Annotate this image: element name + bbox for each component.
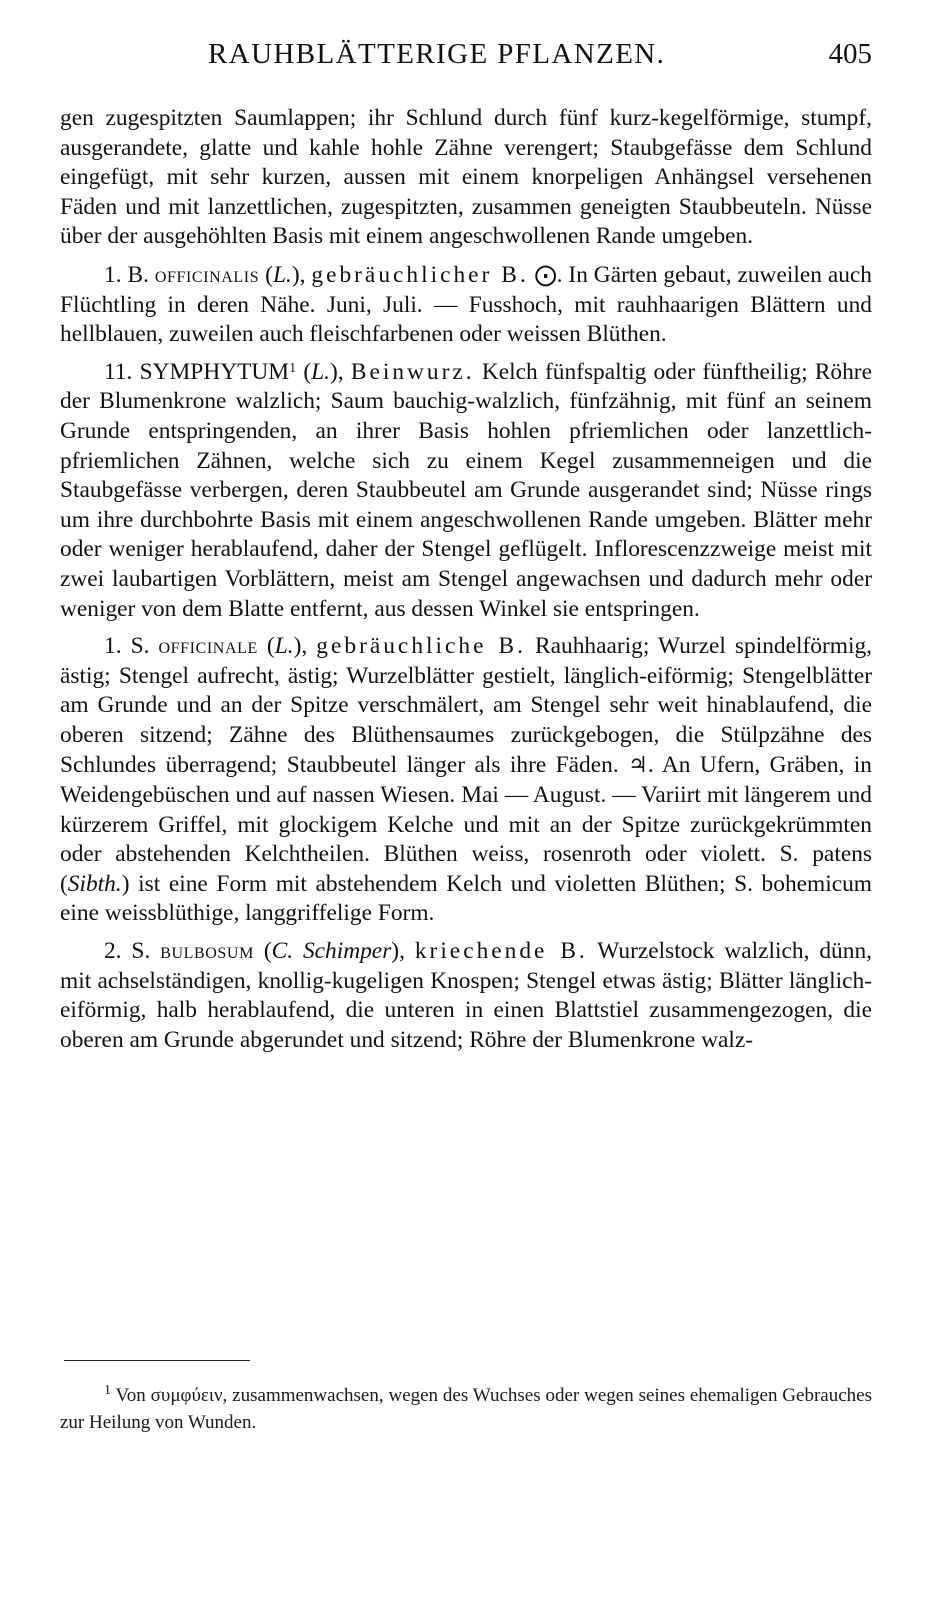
common-name: gebräuchliche B. (316, 633, 526, 660)
species-description: Wurzelstock walzlich, dünn, mit achselständigen, knollig-kugeligen Knospen; Stengel etwas ästig; Blätter länglich-eiförmig, halb herablaufend, die unteren in einen Blattstiel zusammengezogen, die oberen am Grunde abgerundet und sitzend; Röhre der Blumenkrone walz- (60, 938, 872, 1053)
genus-number: 11. (104, 358, 133, 385)
footnote-divider (64, 1360, 250, 1361)
species-entry-symphytum-officinale: 1. S. officinale (L.), gebräuchliche B. Rauhhaarig; Wurzel spindelförmig, ästig; Stengel aufrecht, ästig; Wurzelblätter gestielt, länglich-eiförmig; Stengelblätter am Grunde und an der Spitze verschmälert, am Stengel sehr weit hinablaufend, die oberen sitzend; Zähne des Blüthensaumes zurückgebogen, die Stülpzähne des Schlundes überragend; Staubbeutel länger als ihre Fäden. ♃. An Ufern, Gräben, in Weidengebüschen und auf nassen Wiesen. Mai — August. — Variirt mit längerem und kürzerem Griffel, mit glockigem Kelche und mit an der Spitze zurückgekrümmten oder abstehenden Kelchtheilen. Blüthen weiss, rosenroth oder violett. S. patens (Sibth.) ist eine Form mit abstehendem Kelch und violetten Blüthen; S. bohemicum eine weissblüthige, langgriffelige Form. (60, 633, 873, 927)
page-number: 405 (828, 38, 872, 70)
species-name: officinale (158, 633, 258, 660)
species-description: Rauhhaarig; Wurzel spindelförmig, ästig; Stengel aufrecht, ästig; Wurzelblätter gestielt, länglich-eiförmig; Stengelblätter am Grunde und an der Spitze verschmälert, am Stengel sehr weit hinablaufend, die oberen sitzend; Zähne des Blüthensaumes zurückgebogen, die Stülpzähne des Schlundes überragend; Staubbeutel länger als ihre Fäden. (60, 633, 873, 779)
species-description: . In Gärten gebaut, zuweilen auch Flüchtling in deren Nähe. Juni, Juli. — Fusshoch, mit rauhhaarigen Blättern und hellblauen, zuweilen auch fleischfarbenen oder weissen Blüthen. (60, 261, 872, 348)
running-title: RAUHBLÄTTERIGE PFLANZEN. (208, 38, 666, 70)
species-number: 2. S. (104, 938, 151, 965)
species-number: 1. B. (104, 261, 149, 288)
genus-name: SYMPHYTUM (139, 358, 290, 385)
common-name: Beinwurz. (350, 358, 475, 385)
common-name: gebräuchlicher B. (311, 261, 529, 288)
footnote-reference: 1 (289, 360, 297, 376)
paragraph-continuation: gen zugespitzten Saumlappen; ihr Schlund durch fünf kurz-kegelförmige, stumpf, ausgerandete, glatte und kahle hohle Zähne verengert; Staubgefässe dem Schlund eingefügt, mit sehr kurzen, aussen mit einem knorpeligen Anhängsel versehenen Fäden und mit lanzettlichen, zugespitzten, zusammen geneigten Staubbeuteln. Nüsse über der ausgehöhlten Basis mit einem angeschwollenen Rande umgeben. (60, 105, 872, 250)
author-abbrev: Sibth. (67, 870, 122, 897)
author-abbrev: L. (274, 633, 294, 660)
common-name: kriechende B. (414, 938, 588, 965)
annual-symbol-icon: ⨀ (534, 261, 557, 287)
footnote (60, 1382, 872, 1436)
author-abbrev: L. (311, 358, 330, 385)
author-abbrev: C. Schimper (271, 938, 392, 965)
footnote-mark: 1 (104, 1383, 111, 1398)
species-entry-symphytum-bulbosum: 2. S. bulbosum (C. Schimper), kriechende B. Wurzelstock walzlich, dünn, mit achselständigen, knollig-kugeligen Knospen; Stengel etwas ästig; Blätter länglich-eiförmig, halb herablaufend, die unteren in einen Blattstiel zusammengezogen, die oberen am Grunde abgerundet und sitzend; Röhre der Blumenkrone walz- (60, 938, 872, 1053)
species-name: officinalis (154, 261, 260, 288)
species-number: 1. S. (104, 633, 150, 660)
body-text (60, 104, 872, 1063)
page-header (60, 38, 872, 78)
genus-entry-symphytum: 11. SYMPHYTUM$^1$ (L.), Beinwurz. Kelch fünfspaltig oder fünftheilig; Röhre der Blumenkrone walzlich; Saum bauchig-walzlich, fünfzähnig, mit fünf an seinem Grunde entspringenden, an ihrer Basis hohlen pfriemlichen oder lanzettlich-pfriemlichen Zähnen, welche sich zu einem Kegel zusammenneigen und die Staubgefässe verbergen, deren Staubbeutel am Grunde ausgerandet sind; Nüsse rings um ihre durchbohrte Basis mit einem angeschwollenen Rande umgeben. Blätter mehr oder weniger herablaufend, daher der Stengel geflügelt. Inflorescenzzweige meist mit zwei laubartigen Vorblättern, meist am Stengel angewachsen und dadurch mehr oder weniger von dem Blatte entfernt, aus dessen Winkel sie entspringen. (60, 358, 872, 622)
author-abbrev: L. (272, 261, 292, 288)
perennial-symbol-icon: ♃ (628, 752, 648, 778)
species-name: bulbosum (160, 938, 254, 965)
species-entry-borago-officinalis: 1. B. officinalis (L.), gebräuchlicher B. ⨀. In Gärten gebaut, zuweilen auch Flüchtling in deren Nähe. Juni, Juli. — Fusshoch, mit rauhhaarigen Blättern und hellblauen, zuweilen auch fleischfarbenen oder weissen Blüthen. (60, 261, 872, 348)
genus-description: Kelch fünfspaltig oder fünftheilig; Röhre der Blumenkrone walzlich; Saum bauchig-walzlich, fünfzähnig, mit fünf an seinem Grunde entspringenden, an ihrer Basis hohlen pfriemlichen oder lanzettlich-pfriemlichen Zähnen, welche sich zu einem Kegel zusammenneigen und die Staubgefässe verbergen, deren Staubbeutel am Grunde ausgerandet sind; Nüsse rings um ihre durchbohrte Basis mit einem angeschwollenen Rande umgeben. Blätter mehr oder weniger herablaufend, daher der Stengel geflügelt. Inflorescenzzweige meist mit zwei laubartigen Vorblättern, meist am Stengel angewachsen und dadurch mehr oder weniger von dem Blatte entfernt, aus dessen Winkel sie entspringen. (60, 358, 872, 622)
footnote-text: Von συμφύειν, zusammenwachsen, wegen des Wuchses oder wegen seines ehemaligen Gebrauches zur Heilung von Wunden. (60, 1385, 872, 1433)
